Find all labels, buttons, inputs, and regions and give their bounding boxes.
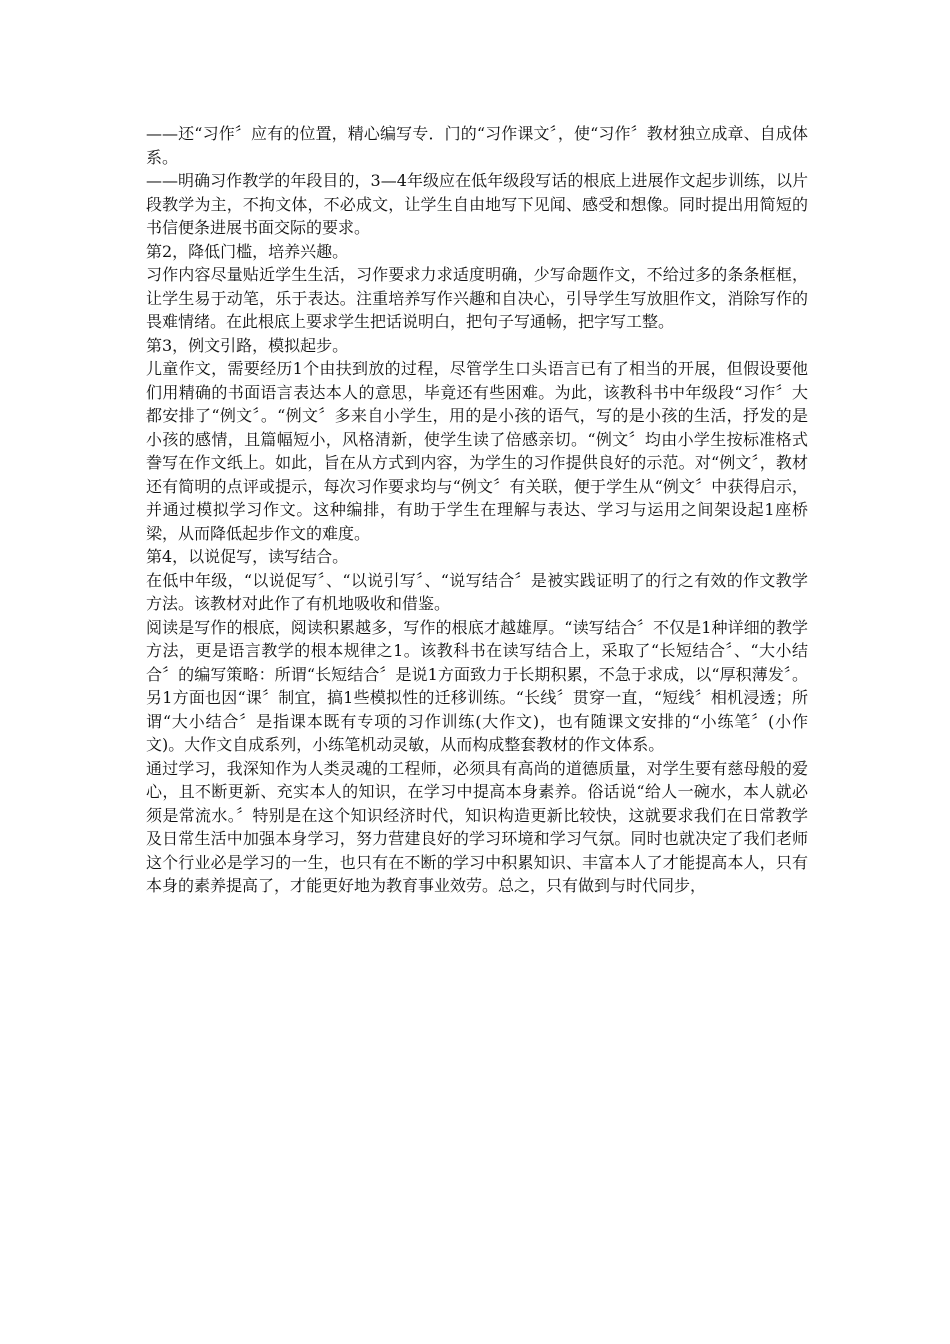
paragraph-1: ——还“习作〞应有的位置，精心编写专．门的“习作课文〞，使“习作〞教材独立成章、自成体系。: [146, 124, 808, 167]
paragraph-4: 儿童作文，需要经历1个由扶到放的过程，尽管学生口头语言已有了相当的开展，但假设要他们用精确的书面语言表达本人的意思，毕竟还有些困难。为此，该教科书中年级段“习作〞大都安排了“例文〞。“例文〞多来自小学生，用的是小孩的语气，写的是小孩的生活，抒发的是小孩的感情，且篇幅短小，风格清新，使学生读了倍感亲切。“例文〞均由小学生按标准格式誊写在作文纸上。如此，旨在从方式到内容，为学生的习作提供良好的示范。对“例文〞，教材还有简明的点评或提示，每次习作要求均与“例文〞有关联，便于学生从“例文〞中获得启示，并通过模拟学习作文。这种编排，有助于学生在理解与表达、学习与运用之间架设起1座桥梁，从而降低起步作文的难度。: [146, 359, 808, 543]
paragraph-6: 阅读是写作的根底，阅读积累越多，写作的根底才越雄厚。“读写结合〞不仅是1种详细的教学方法，更是语言教学的根本规律之1。该教科书在读写结合上，采取了“长短结合〞、“大小结合〞的编写策略：所谓“长短结合〞是说1方面致力于长期积累，不急于求成，以“厚积薄发〞。另1方面也因“课〞制宜，搞1些模拟性的迁移训练。“长线〞贯穿一直，“短线〞相机浸透；所谓“大小结合〞是指课本既有专项的习作训练(大作文)，也有随课文安排的“小练笔〞(小作文)。大作文自成系列，小练笔机动灵敏，从而构成整套教材的作文体系。: [146, 617, 808, 754]
document-body: [146, 122, 808, 898]
paragraph-3: 习作内容尽量贴近学生生活，习作要求力求适度明确，少写命题作文，不给过多的条条框框，让学生易于动笔，乐于表达。注重培养写作兴趣和自决心，引导学生写放胆作文，消除写作的畏难情绪。在此根底上要求学生把话说明白，把句子写通畅，把字写工整。: [146, 265, 808, 331]
section-heading-2: 第2，降低门槛，培养兴趣。: [146, 241, 349, 261]
section-heading-3: 第3，例文引路，模拟起步。: [146, 335, 349, 355]
paragraph-7: 通过学习，我深知作为人类灵魂的工程师，必须具有高尚的道德质量，对学生要有慈母般的爱心，且不断更新、充实本人的知识，在学习中提高本身素养。俗话说“给人一碗水，本人就必须是常流水。〞特别是在这个知识经济时代，知识构造更新比较快，这就要求我们在日常教学及日常生活中加强本身学习，努力营建良好的学习环境和学习气氛。同时也就决定了我们老师这个行业必是学习的一生，也只有在不断的学习中积累知识、丰富本人了才能提高本人，只有本身的素养提高了，才能更好地为教育事业效劳。总之，只有做到与时代同步，: [146, 758, 808, 895]
section-heading-4: 第4，以说促写，读写结合。: [146, 547, 349, 566]
paragraph-5: 在低中年级，“以说促写〞、“以说引写〞、“说写结合〞是被实践证明了的行之有效的作文教学方法。该教材对此作了有机地吸收和借鉴。: [146, 570, 808, 613]
paragraph-2: ——明确习作教学的年段目的，3—4年级应在低年级段写话的根底上进展作文起步训练，以片段教学为主，不拘文体，不必成文，让学生自由地写下见闻、感受和想像。同时提出用简短的书信便条进展书面交际的要求。: [146, 171, 808, 237]
